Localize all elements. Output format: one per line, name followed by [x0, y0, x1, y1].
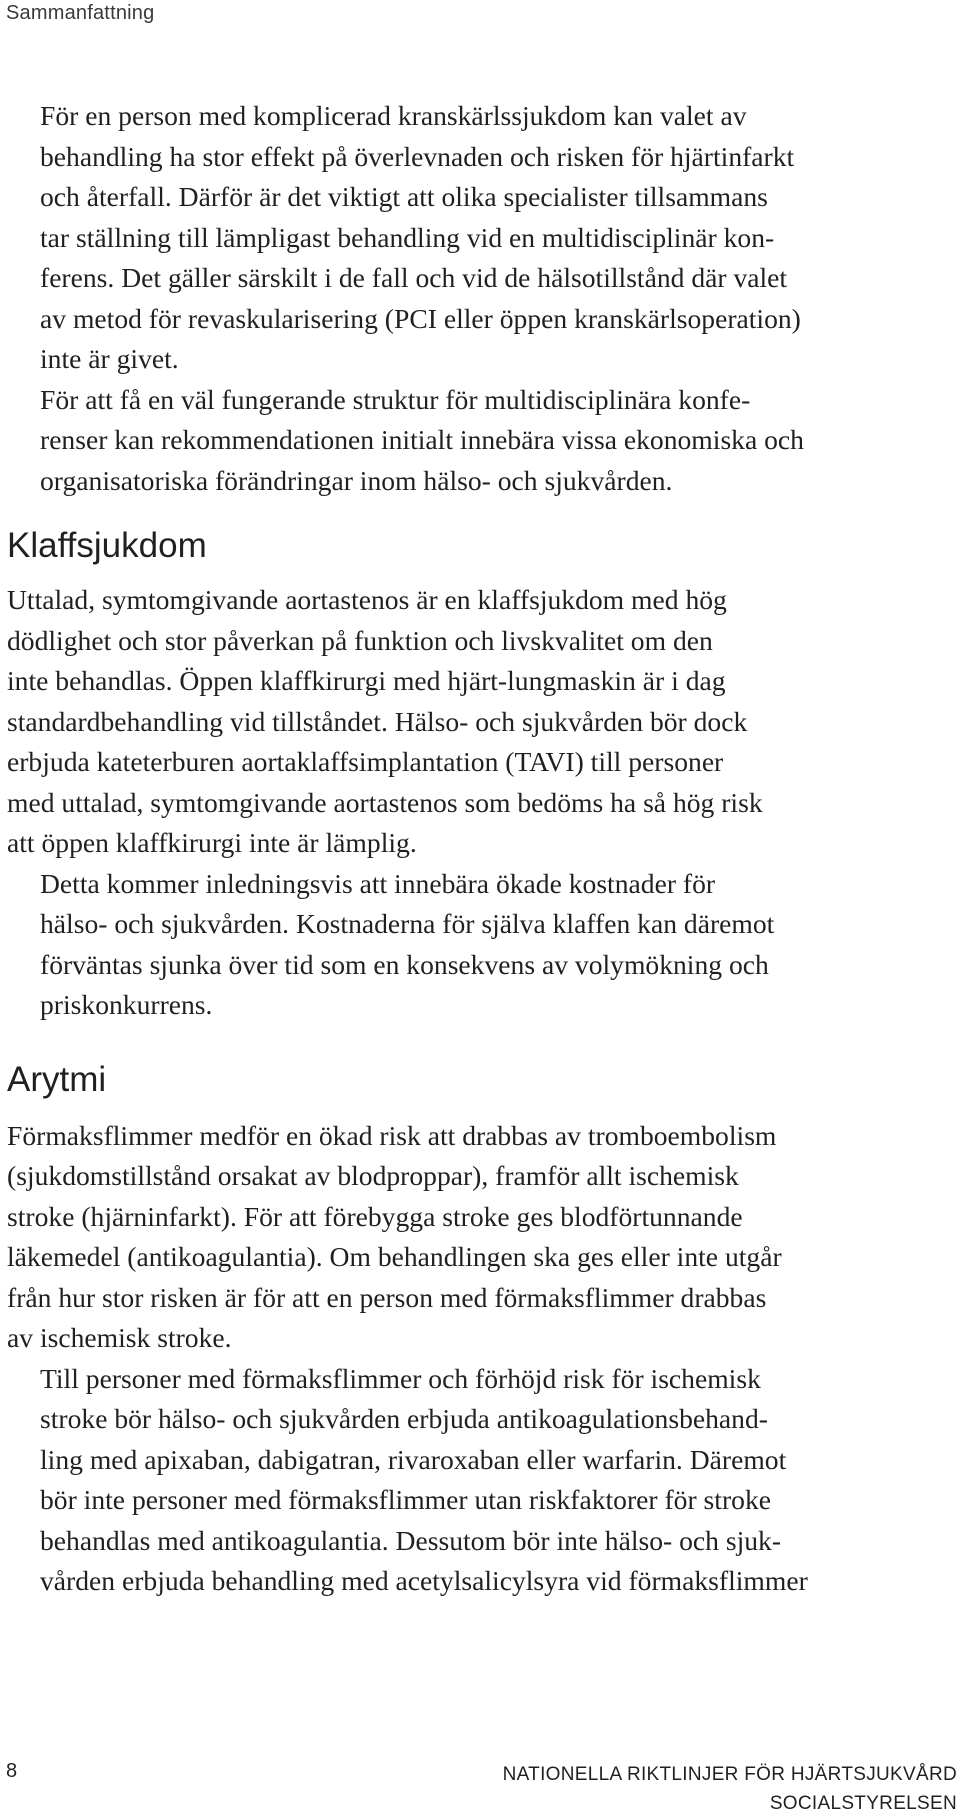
text-line: stroke bör hälso- och sjukvården erbjuda antikoagulationsbehand-: [40, 1403, 768, 1434]
text-line: med uttalad, symtomgivande aortastenos som bedöms ha så hög risk: [7, 786, 763, 818]
intro-paragraph-1: [7, 96, 957, 380]
text-line: av metod för revaskularisering (PCI eller öppen kranskärlsoperation): [40, 302, 801, 334]
klaffsjukdom-paragraph-2: [7, 864, 957, 1026]
text-line: ferens. Det gäller särskilt i de fall och vid de hälsotillstånd där valet: [40, 262, 788, 293]
text-line: Detta kommer inledningsvis att innebära ökade kostnader för: [40, 867, 716, 899]
text-line: (sjukdomstillstånd orsakat av blodproppar), framför allt ischemisk: [7, 1160, 739, 1191]
klaffsjukdom-paragraph-1: [7, 580, 957, 864]
text-line: inte är givet.: [40, 343, 179, 374]
arytmi-paragraph-2: [7, 1359, 957, 1602]
intro-paragraph-2: [7, 380, 957, 502]
text-line: stroke (hjärninfarkt). För att förebygga stroke ges blodförtunnande: [7, 1200, 743, 1232]
text-line: Uttalad, symtomgivande aortastenos är en klaffsjukdom med hög: [7, 584, 727, 615]
text-line: organisatoriska förändringar inom hälso- och sjukvården.: [40, 464, 673, 496]
text-line: renser kan rekommendationen initialt innebära vissa ekonomiska och: [40, 424, 804, 455]
text-line: priskonkurrens.: [40, 989, 213, 1020]
text-line: bör inte personer med förmaksflimmer utan riskfaktorer för stroke: [40, 1484, 771, 1515]
text-line: förväntas sjunka över tid som en konsekvens av volymökning och: [40, 948, 769, 980]
section-heading-arytmi: Arytmi: [7, 1059, 107, 1099]
page-number: 8: [6, 1760, 18, 1782]
page-body: [7, 96, 957, 1602]
text-line: läkemedel (antikoagulantia). Om behandlingen ska ges eller inte utgår: [7, 1241, 782, 1272]
text-line: hälso- och sjukvården. Kostnaderna för själva klaffen kan däremot: [40, 908, 775, 939]
text-line: av ischemisk stroke.: [7, 1322, 232, 1353]
text-line: ling med apixaban, dabigatran, rivaroxaban eller warfarin. Däremot: [40, 1443, 787, 1475]
text-line: inte behandlas. Öppen klaffkirurgi med hjärt-lungmaskin är i dag: [7, 665, 726, 696]
text-line: att öppen klaffkirurgi inte är lämplig.: [7, 827, 417, 858]
text-line: Till personer med förmaksflimmer och förhöjd risk för ischemisk: [40, 1362, 761, 1394]
text-line: För en person med komplicerad kranskärlssjukdom kan valet av: [40, 100, 747, 131]
footer-credits: [503, 1760, 957, 1818]
text-line: behandling ha stor effekt på överlevnaden och risken för hjärtinfarkt: [40, 140, 795, 172]
text-line: För att få en väl fungerande struktur för multidisciplinära konfe-: [40, 383, 751, 415]
publisher-name: SOCIALSTYRELSEN: [769, 1793, 957, 1814]
arytmi-paragraph-1: [7, 1116, 957, 1359]
text-line: vården erbjuda behandling med acetylsalicylsyra vid förmaksflimmer: [40, 1565, 808, 1596]
text-line: Förmaksflimmer medför en ökad risk att drabbas av tromboembolism: [7, 1119, 777, 1151]
text-line: erbjuda kateterburen aortaklaffsimplantation (TAVI) till personer: [7, 746, 724, 777]
text-line: och återfall. Därför är det viktigt att olika specialister tillsammans: [40, 181, 768, 212]
text-line: dödlighet och stor påverkan på funktion och livskvalitet om den: [7, 624, 713, 656]
publication-title: NATIONELLA RIKTLINJER FÖR HJÄRTSJUKVÅRD: [502, 1764, 957, 1785]
text-line: standardbehandling vid tillståndet. Hälso- och sjukvården bör dock: [7, 705, 748, 737]
text-line: tar ställning till lämpligast behandling vid en multidisciplinär kon-: [40, 221, 775, 253]
text-line: behandlas med antikoagulantia. Dessutom bör inte hälso- och sjuk-: [40, 1524, 782, 1556]
running-head: Sammanfattning: [6, 2, 155, 24]
text-line: från hur stor risken är för att en person med förmaksflimmer drabbas: [7, 1281, 767, 1313]
section-heading-klaffsjukdom: Klaffsjukdom: [7, 526, 207, 565]
